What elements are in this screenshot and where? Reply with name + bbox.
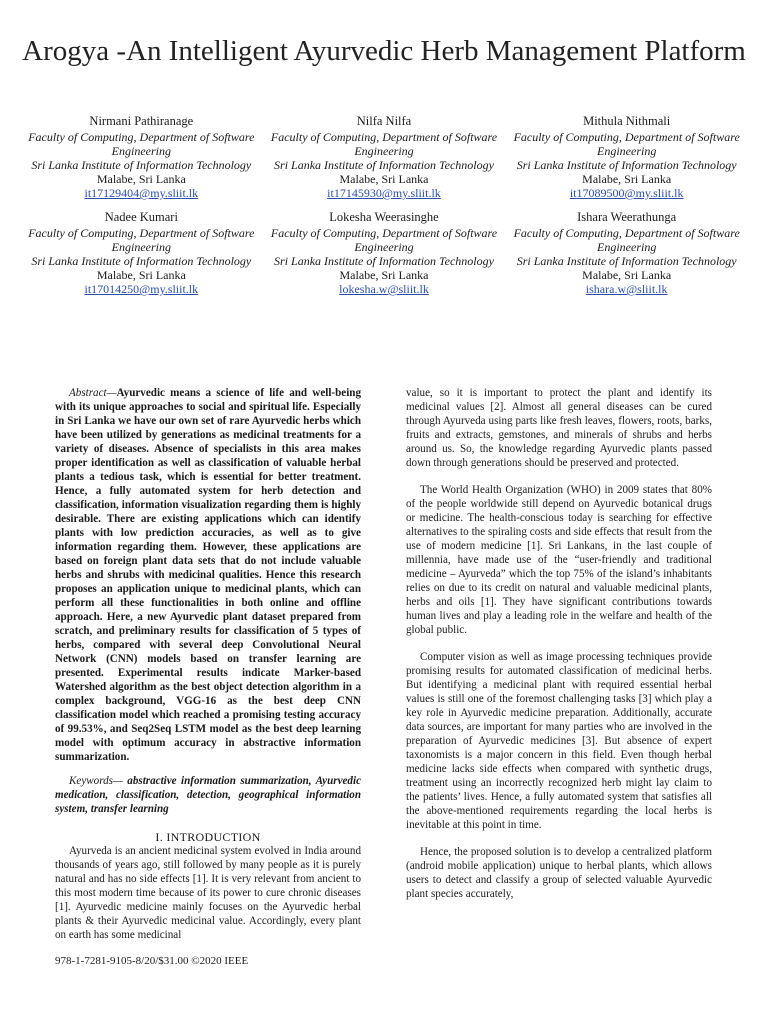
author-institution: Sri Lanka Institute of Information Technology	[31, 158, 252, 172]
body-paragraph: value, so it is important to protect the plant and identify its medicinal values [2]. Almost all general diseases can be cured through Ayurveda using parts like fresh leaves, flowers, roots, barks, fruits and extracts, gemstones, and minerals of shrubs and herbs around us. So, the knowledge regarding Ayurvedic plants passed down through generations should be preserved and protected.	[406, 387, 712, 469]
author-affiliation: Faculty of Computing, Department of Software Engineering	[270, 226, 498, 254]
section-heading-introduction: I. INTRODUCTION	[155, 830, 261, 844]
abstract-text: Ayurvedic means a science of life and well-being with its unique approaches to social and spiritual life. Especially in Sri Lanka we have our own set of rare Ayurvedic herbs which have been utilized by generations as medicinal treatments for a variety of diseases. Absence of specialists in this area makes proper identification as well as classification of valuable herbal plants a tedious task, which is essential for better treatment. Hence, a fully automated system for herb detection and classification, information visualization regarding them is highly desirable. There are existing applications which can identify plants with low prediction accuracies, as well as to give information regarding them. However, these applications are based on foreign plant data sets that do not include valuable herbs and shrubs with medicinal qualities. Hence this research proposes an application unique to medicinal plants, which can perform all these functionalities in both online and offline approach. Here, a new Ayurvedic plant dataset prepared from scratch, and preliminary results for classification of 5 types of herbs, compared with several deep Convolutional Neural Network (CNN) models based on transfer learning are presented. Experimental results indicate Marker-based Watershed algorithm as the best object detection algorithm in a complex background, VGG-16 as the best deep CNN classification model which reached a promising testing accuracy of 99.53%, and Seq2Seq LSTM model as the best deep learning model with optimum accuracy in abstractive information summarization.	[55, 387, 361, 763]
author-name: Nadee Kumari	[104, 210, 178, 224]
author-block	[505, 210, 748, 296]
body-paragraph: The World Health Organization (WHO) in 2009 states that 80% of the people worldwide still depend on Ayurvedic botanical drugs or medicine. The health-conscious today is searching for effective alternatives to the spiraling costs and side effects that result from the use of modern medicine [1]. Sri Lankans, in the last couple of millennia, have made use of the “user-friendly and traditional medicine – Ayurveda” which the top 75% of the island’s inhabitants relies on due to its credit on natural and valuable medicinal plants, herbs and oils [1]. They have significant contributions towards human lives and play a leading role in the welfare and health of the global public.	[406, 484, 712, 636]
intro-paragraph: Ayurveda is an ancient medicinal system evolved in India around thousands of years ago, still followed by many people as it is purely natural and has no side effects [1]. It is very relevant from ancient to this most modern time because of its power to cure chronic diseases [1]. Ayurvedic medicine mainly focuses on the Ayurvedic herbal plants & their Ayurvedic medicinal value. Accordingly, every plant on earth has some medicinal	[55, 845, 361, 941]
right-column	[406, 386, 712, 914]
author-location: Malabe, Sri Lanka	[582, 172, 672, 186]
author-name: Nilfa Nilfa	[356, 114, 412, 128]
author-grid	[20, 114, 748, 296]
author-name: Lokesha Weerasinghe	[329, 210, 439, 224]
author-block	[20, 114, 263, 200]
author-institution: Sri Lanka Institute of Information Technology	[516, 254, 737, 268]
body-paragraph: Computer vision as well as image processing techniques provide promising results for automated classification of medicinal herbs. But identifying a medicinal plant with required essential herbal values is still one of the foremost challenging tasks [3] which play a key role in Ayurvedic medicine preparation. Additionally, accurate data sources, are important for many parties who are involved in the preparation of Ayurvedic medicines [3]. But absence of expert taxonomists is a major concern in this field. Even though herbal medicine lacks side effects when compared with synthetic drugs, treatment using an incorrectly recognized herb might lay claim to the patients’ lives. Hence, a fully automated system that satisfies all the above-mentioned requirements regarding the local herbs is inevitable at this point in time.	[406, 651, 712, 831]
author-block	[263, 210, 506, 296]
keywords-text: abstractive information summarization, Ayurvedic medication, classification, detection, geographical information system, transfer learning	[55, 775, 361, 815]
author-name: Nirmani Pathiranage	[89, 114, 194, 128]
keywords	[55, 774, 361, 816]
author-affiliation: Faculty of Computing, Department of Software Engineering	[270, 130, 498, 158]
paper-title: Arogya -An Intelligent Ayurvedic Herb Management Platform	[22, 35, 746, 67]
abstract	[55, 386, 361, 764]
author-block	[263, 114, 506, 200]
author-affiliation: Faculty of Computing, Department of Software Engineering	[28, 226, 255, 254]
author-location: Malabe, Sri Lanka	[339, 172, 429, 186]
author-institution: Sri Lanka Institute of Information Technology	[274, 254, 494, 268]
keywords-label: Keywords—	[69, 775, 123, 787]
author-institution: Sri Lanka Institute of Information Technology	[31, 254, 252, 268]
author-name: Mithula Nithmali	[583, 114, 671, 128]
copyright-footer: 978-1-7281-9105-8/20/$31.00 ©2020 IEEE	[55, 955, 249, 967]
author-location: Malabe, Sri Lanka	[96, 268, 186, 282]
author-affiliation: Faculty of Computing, Department of Software Engineering	[28, 130, 255, 158]
author-name: Ishara Weerathunga	[577, 210, 677, 224]
body-paragraph: Hence, the proposed solution is to develop a centralized platform (android mobile application) unique to herbal plants, which allows users to detect and classify a group of selected valuable Ayurvedic plant species accurately,	[406, 846, 712, 900]
author-email-link[interactable]: it17089500@my.sliit.lk	[569, 186, 684, 200]
author-block	[20, 210, 263, 296]
author-location: Malabe, Sri Lanka	[339, 268, 429, 282]
author-institution: Sri Lanka Institute of Information Technology	[274, 158, 494, 172]
author-email-link[interactable]: it17145930@my.sliit.lk	[327, 186, 441, 200]
author-affiliation: Faculty of Computing, Department of Software Engineering	[513, 130, 740, 158]
left-column	[55, 386, 361, 942]
author-email-link[interactable]: it17014250@my.sliit.lk	[84, 282, 199, 296]
abstract-label: Abstract—	[69, 387, 117, 399]
author-location: Malabe, Sri Lanka	[96, 172, 186, 186]
author-email-link[interactable]: lokesha.w@sliit.lk	[339, 282, 429, 296]
author-email-link[interactable]: ishara.w@sliit.lk	[585, 282, 668, 296]
author-institution: Sri Lanka Institute of Information Technology	[516, 158, 737, 172]
author-email-link[interactable]: it17129404@my.sliit.lk	[84, 186, 199, 200]
author-block	[505, 114, 748, 200]
author-affiliation: Faculty of Computing, Department of Software Engineering	[513, 226, 740, 254]
author-location: Malabe, Sri Lanka	[582, 268, 672, 282]
